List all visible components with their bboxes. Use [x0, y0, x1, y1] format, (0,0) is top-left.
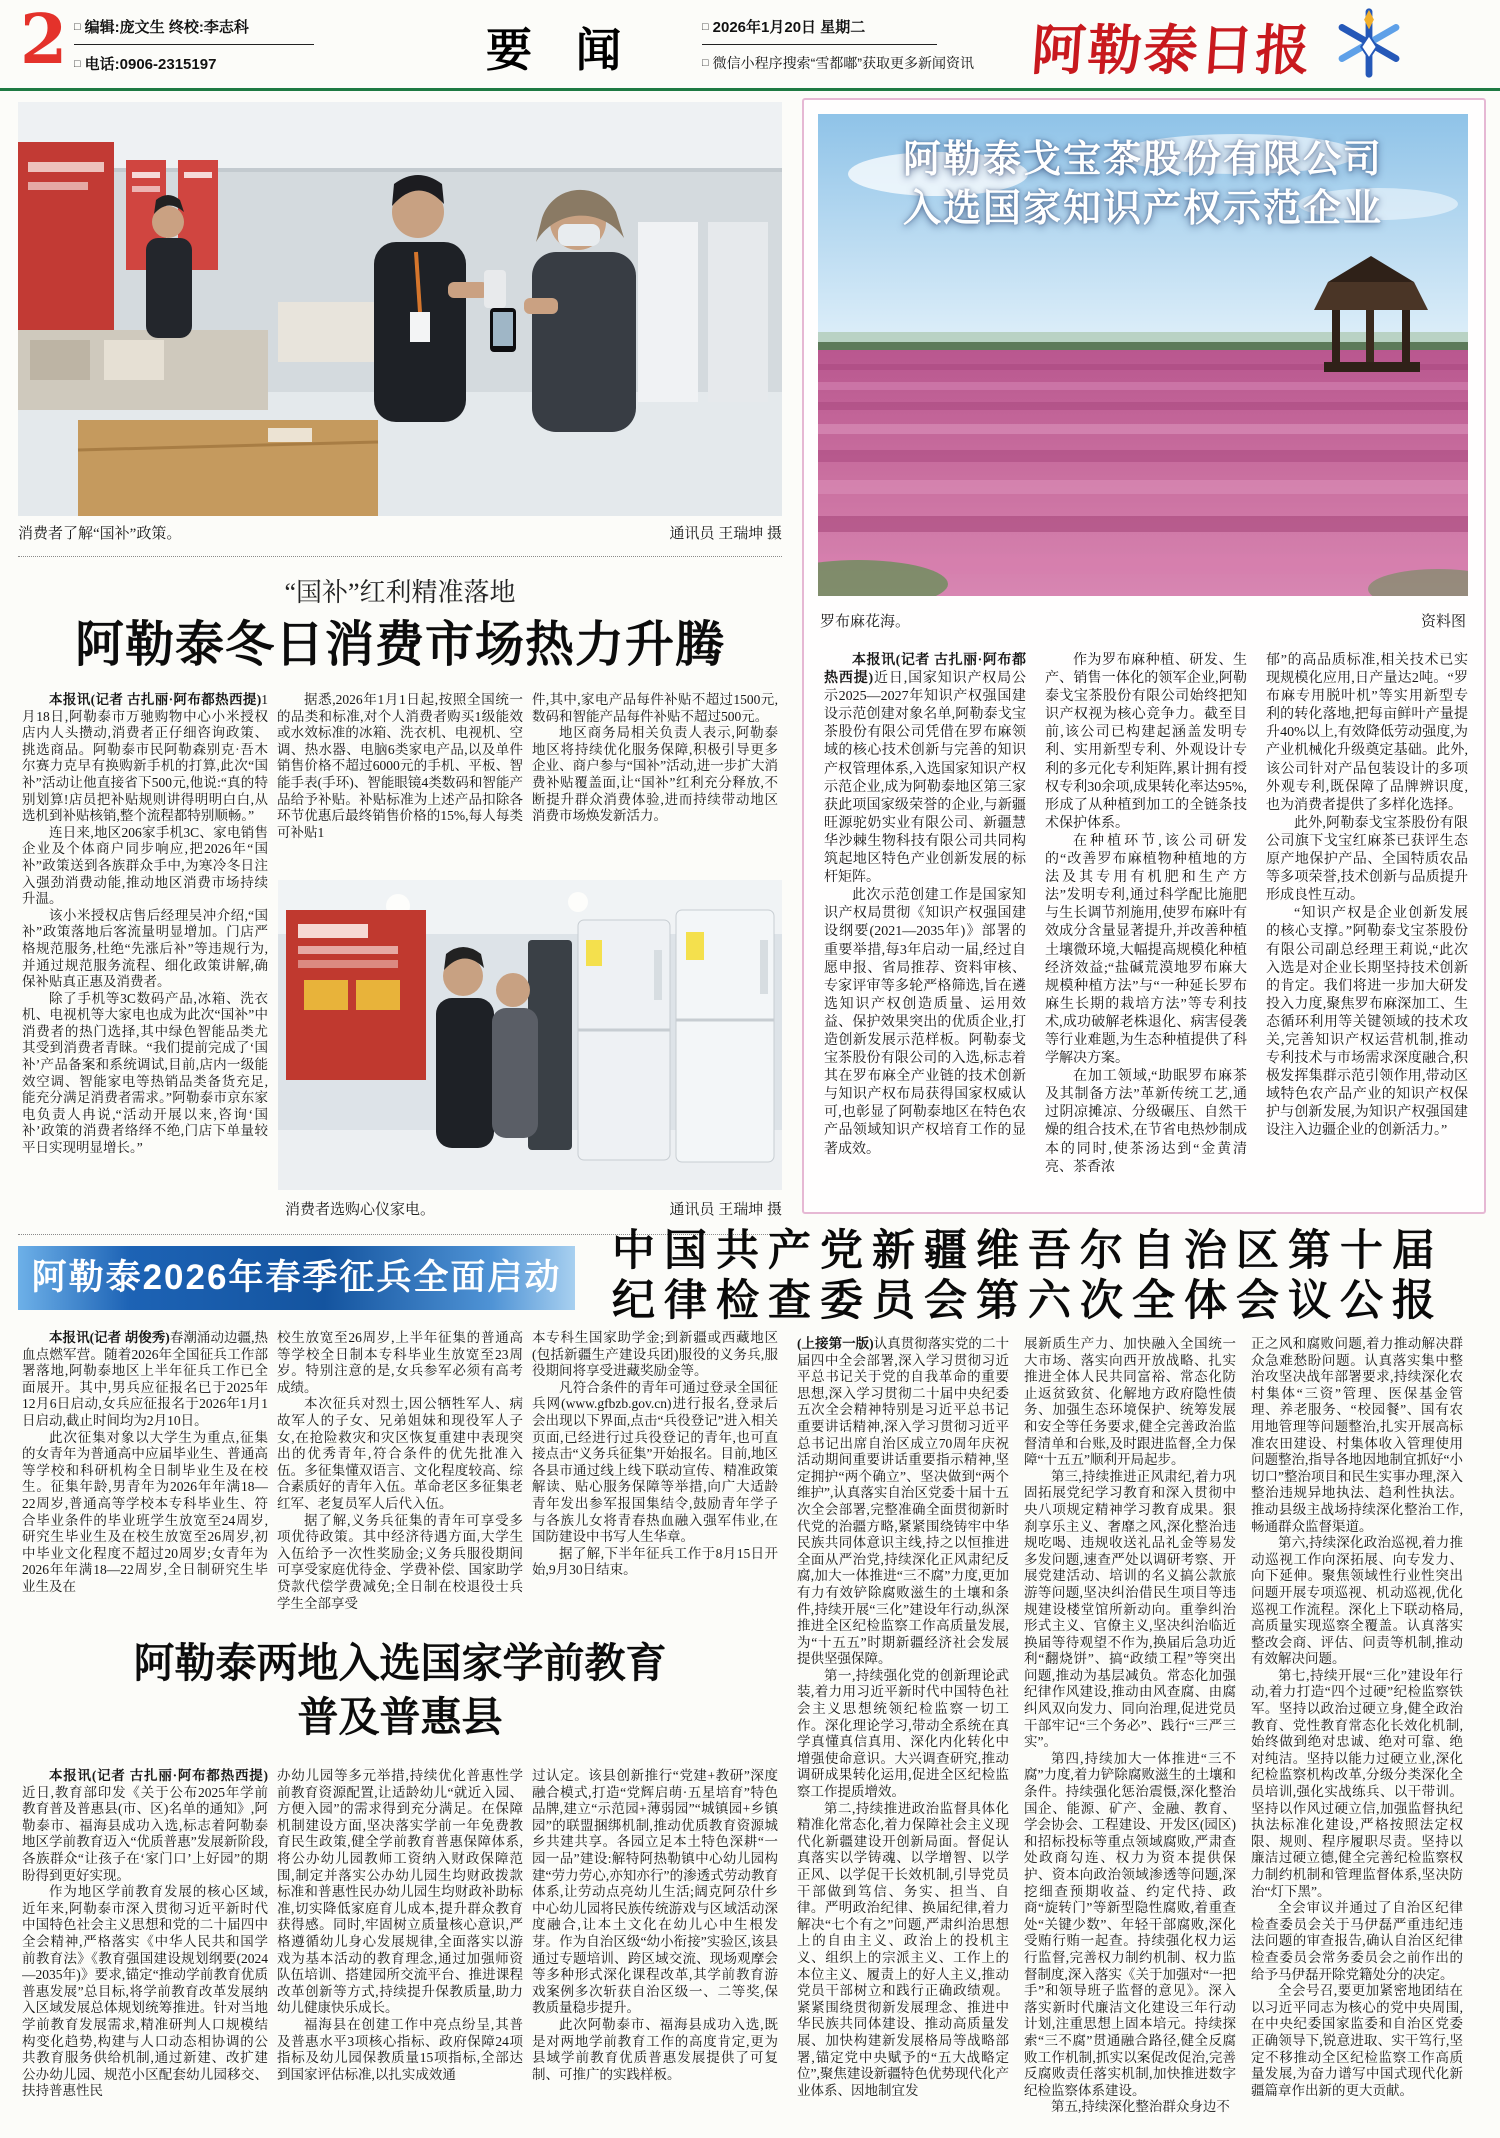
consumption-col3: 件,其中,家电产品每件补贴不超过1500元,数码和智能产品每件补贴不超过500元。 地区商务局相关负责人表示,阿勒泰地区将持续优化服务保障,积极引导更多企业、商户参与“国补”活动,进一步扩大消费补贴覆盖面,让“国补”红利充分释放,不断提升群众消费体验,进而持续带动地区消费市场焕发新活力。	[532, 692, 778, 824]
consumption-col1: 本报讯(记者 古扎丽·阿布都热西提)1月18日,阿勒泰市万驰购物中心小米授权店内人头攒动,消费者正仔细咨询政策、挑选商品。阿勒泰市民阿勒森别克·吾木尔赛力克早有换购新手机的打算,此次“国补”活动让他直接省下500元,他说:“真的特别划算!店员把补贴规则讲得明明白白,从选机到补贴核销,整个流程都特别顺畅。” 连日来,地区206家手机3C、家电销售企业及个体商户同步响应,把2026年“国补”政策送到各族群众手中,为寒冷冬日注入强劲消费动能,推动地区消费市场持续升温。 该小米授权店售后经理吴冲介绍,“国补”政策落地后客流量明显增加。门店严格规范服务,杜绝“先涨后补”等违规行为,并通过规范服务流程、细化政策讲解,确保补贴真正惠及消费者。 除了手机等3C数码产品,冰箱、洗衣机、电视机等大家电也成为此次“国补”中消费者的热门选择,其中绿色智能品类尤其受到消费者青睐。“我们提前完成了‘国补’产品备案和系统调试,目前,店内一级能效空调、智能家电等热销品类备货充足,能充分满足消费者需求。”阿勒泰市京东家电负责人冉说,“活动开展以来,咨询‘国补’政策的消费者络绎不绝,门店下单量较平日实现明显增长。”	[22, 692, 268, 1156]
snowflake-logo-icon	[1330, 4, 1408, 82]
tea-col3: 郁”的高品质标准,相关技术已实现规模化应用,日产量达2吨。“罗布麻专用脱叶机”等实用新型专利的转化落地,把每亩鲜叶产量提升40%以上,有效降低劳动强度,为产业机械化升级奠定基础。此外,该公司针对产品包装设计的多项外观专利,既保障了品牌辨识度,也为消费者提供了多样化选择。 此外,阿勒泰戈宝茶股份有限公司旗下戈宝红麻茶已获评生态原产地保护产品、全国特质农品等多项荣誉,技术创新与品质提升形成良性互动。 “知识产权是企业创新发展的核心支撑。”阿勒泰戈宝茶股份有限公司副总经理王莉说,“此次入选是对企业长期坚持技术创新的肯定。我们将进一步加大研发投入力度,聚焦罗布麻深加工、生态循环利用等关键领域的技术攻关,完善知识产权运营机制,推动专利技术与市场需求深度融合,积极发挥集群示范引领作用,带动区域特色农产品产业的知识产权保护与创新发展,为知识产权强国建设注入边疆企业的创新活力。”	[1266, 653, 1468, 1139]
conscription-col3: 本专科生国家助学金;到新疆或西藏地区(包括新疆生产建设兵团)服役的义务兵,服役期间将享受进藏奖励金等。 凡符合条件的青年可通过登录全国征兵网(www.gfbzb.gov.cn)进行报名,登录后会出现以下界面,点击“兵役登记”进入相关页面,已经进行过兵役登记的青年,也可直接点击“义务兵征集”开始报名。目前,地区各县市通过线上线下联动宣传、精准政策解读、贴心服务保障等举措,向广大适龄青年发出参军报国集结令,鼓励青年学子与各族儿女将青春热血融入强军伟业,在国防建设中书写人生华章。 据了解,下半年征兵工作于8月15日开始,9月30日结束。	[532, 1330, 778, 1578]
consumption-col2: 据悉,2026年1月1日起,按照全国统一的品类和标准,对个人消费者购买1级能效或水效标准的冰箱、洗衣机、电视机、空调、热水器、电脑6类家电产品,以及单件销售价格不超过6000元的手机、平板、智能手表(手环)、智能眼镜4类数码和智能产品给予补贴。补贴标准为上述产品扣除各环节优惠后最终销售价格的15%,每人每类可补贴1	[277, 692, 523, 840]
tea-headline-line1: 阿勒泰戈宝茶股份有限公司	[902, 139, 1383, 181]
photo1-caption: 消费者了解“国补”政策。	[18, 526, 182, 542]
editor-line: 编辑:庞文生 终校:李志科	[84, 19, 249, 36]
conscription-col2: 校生放宽至26周岁,上半年征集的普通高等学校全日制本专科毕业生放宽至23周岁。特别注意的是,女兵参军必须有高考成绩。 本次征兵对烈士,因公牺牲军人、病故军人的子女、兄弟姐妹和现役军人子女,在抢险救灾和灾区恢复重建中表现突出的优秀青年,符合条件的优先批准入伍。多征集懂双语言、文化程度较高、综合素质好的青年入伍。革命老区多征集老红军、老复员军人后代入伍。 据了解,义务兵征集的青年可享受多项优待政策。其中经济待遇方面,大学生入伍给予一次性奖励金;义务兵服役期间可享受家庭优待金、学费补偿、国家助学贷款代偿学费减免;全日制在校退役士兵学生全部享受	[277, 1330, 523, 1611]
wechat-line: 微信小程序搜索“雪都嘟”获取更多新闻资讯	[712, 55, 974, 71]
header-rule	[0, 88, 1500, 91]
square-icon: □	[702, 21, 709, 33]
education-col2: 办幼儿园等多元举措,持续优化普惠性学前教育资源配置,让适龄幼儿“就近入园、方便入园”的需求得到充分满足。在保障机制建设方面,坚决落实学前一年免费教育民生政策,健全学前教育普惠保障体系,将公办幼儿园教师工资纳入财政保障范围,制定并落实公办幼儿园生均财政拨款标准和普惠性民办幼儿园生均财政补助标准,切实降低家庭育儿成本,提升群众教育获得感。同时,牢固树立质量核心意识,严格遵循幼儿身心发展规律,全面落实以游戏为基本活动的教育理念,通过加强师资队伍培训、搭建园所交流平台、推进课程改革创新等方式,持续提升保教质量,助力幼儿健康快乐成长。 福海县在创建工作中亮点纷呈,其普及普惠水平3项核心指标、政府保障24项指标及幼儿园保教质量15项指标,全部达到国家评估标准,以扎实成效通	[277, 1768, 523, 2082]
tea-col1: 本报讯(记者 古扎丽·阿布都热西提)近日,国家知识产权局公示2025—2027年知识产权强国建设示范创建对象名单,阿勒泰戈宝茶股份有限公司凭借在罗布麻领域的核心技术创新与完善的知识产权管理体系,入选国家知识产权示范企业,成为阿勒泰地区第三家获此项国家级荣誉的企业,与新疆旺源驼奶实业有限公司、新疆慧华沙棘生物科技有限公司共同构筑起地区特色产业创新发展的标杆矩阵。 此次示范创建工作是国家知识产权局贯彻《知识产权强国建设纲要(2021—2035年)》部署的重要举措,每3年启动一届,经过自愿申报、省局推荐、资料审核、专家评审等多轮严格筛选,旨在遴选知识产权创造质量、运用效益、保护效果突出的优质企业,打造创新发展示范样板。阿勒泰戈宝茶股份有限公司的入选,标志着其在罗布麻全产业链的技术创新与知识产权布局获得国家权威认可,也彰显了阿勒泰地区在特色农产品领域知识产权培育工作的显著成效。	[824, 653, 1026, 1157]
tea-photo-caption-row	[820, 610, 1466, 631]
section-title: 要 闻	[486, 25, 638, 76]
consumption-kicker: “国补”红利精准落地	[284, 578, 516, 607]
plenary-headline-line2: 纪律检查委员会第六次全体会议公报	[612, 1277, 1444, 1325]
tea-photo-caption: 罗布麻花海。	[820, 614, 911, 630]
divider	[74, 44, 314, 45]
plenary-col1: (上接第一版)认真贯彻落实党的二十届四中全会部署,深入学习贯彻习近平总书记关于党的自我革命的重要思想,深入学习贯彻二十届中央纪委五次全会精神特别是习近平总书记重要讲话精神,深入学习贯彻习近平总书记出席自治区成立70周年庆祝活动期间重要讲话重要指示精神,坚定拥护“两个确立”、坚决做到“两个维护”,认真落实自治区党委十届十五次全会部署,完整准确全面贯彻新时代党的治疆方略,紧紧围绕铸牢中华民族共同体意识主线,持之以恒推进全面从严治党,持续深化正风肃纪反腐,加大一体推进“三不腐”力度,更加有力有效铲除腐败滋生的土壤和条件,持续开展“三化”建设年行动,纵深推进全区纪检监察工作高质量发展,为“十五五”时期新疆经济社会发展提供坚强保障。 第一,持续强化党的创新理论武装,着力用习近平新时代中国特色社会主义思想统领纪检监察一切工作。深化理论学习,带动全系统在真学真懂真信真用、深化内化转化中增强使命意识。大兴调查研究,推动调研成果转化运用,促进全区纪检监察工作提质增效。 第二,持续推进政治监督具体化精准化常态化,着力保障社会主义现代化新疆建设开创新局面。督促认真落实以学铸魂、以学增智、以学正风、以学促干长效机制,引导党员干部做到笃信、务实、担当、自律。严明政治纪律、换届纪律,着力解决“七个有之”问题,严肃纠治思想上的自由主义、政治上的投机主义、组织上的宗派主义、工作上的本位主义、履责上的好人主义,推动党员干部树立和践行正确政绩观。紧紧围绕贯彻新发展理念、推进中华民族共同体建设、推动高质量发展、加快构建新发展格局等战略部署,锚定党中央赋予的“五大战略定位”,聚焦建设新疆特色优势现代化产业体系、因地制宜发	[797, 1336, 1009, 2098]
conscription-banner: 阿勒泰2026年春季征兵全面启动	[18, 1246, 575, 1310]
photo1-credit: 通讯员 王瑞坤 摄	[669, 526, 782, 542]
education-headline-line2: 普及普惠县	[297, 1694, 503, 1740]
page-number: 2	[20, 0, 68, 80]
photo1-caption-row	[18, 522, 782, 543]
tea-photo-credit: 资料图	[1420, 614, 1466, 630]
divider	[702, 44, 937, 45]
plenary-col3: 正之风和腐败问题,着力推动解决群众急难愁盼问题。认真落实集中整治攻坚决战年部署要求,持续深化农村集体“三资”管理、医保基金管理、养老服务、“校园餐”、国有农用地管理等问题整治,扎实开展高标准农田建设、村集体收入管理使用问题整治,指导各地因地制宜抓好“小切口”整治项目和民生实事办理,深入整治违规异地执法、趋利性执法。推动县级主战场持续深化整治工作,畅通群众监督渠道。 第六,持续深化政治巡视,着力推动巡视工作向深拓展、向专发力、向下延伸。聚焦领域性行业性突出问题开展专项巡视、机动巡视,优化巡视工作流程。深化上下联动格局,高质量实现巡察全覆盖。认真落实整改会商、评估、问责等机制,推动有效解决问题。 第七,持续开展“三化”建设年行动,着力打造“四个过硬”纪检监察铁军。坚持以政治过硬立身,健全政治教育、党性教育常态化长效化机制,始终做到绝对忠诚、绝对可靠、绝对纯洁。坚持以能力过硬立业,深化纪检监察机构改革,分级分类深化全员培训,强化实战练兵、以干带训。坚持以作风过硬立信,加强监督执纪执法标准化建设,严格按照法定权限、规则、程序履职尽责。坚持以廉洁过硬立德,健全完善纪检监察权力制约机制和管理监督体系,坚决防治“灯下黑”。 全会审议并通过了自治区纪律检查委员会关于马伊磊严重违纪违法问题的审查报告,确认自治区纪律检查委员会常务委员会之前作出的给予马伊磊开除党籍处分的决定。 全会号召,要更加紧密地团结在以习近平同志为核心的党中央周围,在中央纪委国家监委和自治区党委正确领导下,锐意进取、实干笃行,坚定不移推动全区纪检监察工作高质量发展,为奋力谱写中国式现代化新疆篇章作出新的更大贡献。	[1251, 1336, 1463, 2098]
tea-article-box	[802, 98, 1486, 1214]
square-icon: □	[74, 58, 81, 70]
byline: 本报讯(记者 胡俊秀)	[49, 1330, 170, 1345]
plenary-col2: 展新质生产力、加快融入全国统一大市场、落实向西开放战略、扎实推进全体人民共同富裕、常态化防止返贫致贫、化解地方政府隐性债务、加强生态环境保护、统筹发展和安全等任务要求,健全完善政治监督清单和台账,及时跟进监督,全力保障“十五五”顺利开局起步。 第三,持续推进正风肃纪,着力巩固拓展党纪学习教育和深入贯彻中央八项规定精神学习教育成果。狠刹享乐主义、奢靡之风,深化整治违规吃喝、违规收送礼品礼金等易发多发问题,速查严处以调研考察、开展党建活动、培训的名义搞公款旅游等问题,坚决纠治借民生项目等违规建设楼堂馆所新动向。重拳纠治形式主义、官僚主义,坚决纠治临近换届等待观望不作为,换届后急功近利“翻烧饼”、搞“政绩工程”等突出问题,推动为基层减负。常态化加强纪律作风建设,推动由风查腐、由腐纠风双向发力、同向治理,促进党员干部牢记“三个务必”、践行“三严三实”。 第四,持续加大一体推进“三不腐”力度,着力铲除腐败滋生的土壤和条件。持续强化惩治震慑,深化整治国企、能源、矿产、金融、教育、学会协会、工程建设、开发区(园区)和招标投标等重点领域腐败,严肃查处政商勾连、权力为资本提供保护、资本向政治领域渗透等问题,深挖细查预期收益、约定代持、政商“旋转门”等新型隐性腐败,着重查处“关键少数”、年轻干部腐败,深化受贿行贿一起查。持续强化权力运行监督,完善权力制约机制、权力监督制度,深入落实《关于加强对“一把手”和领导班子监督的意见》。深入落实新时代廉洁文化建设三年行动计划,注重思想上固本培元。持续探索“三不腐”贯通融合路径,健全反腐败工作机制,抓实以案促改促治,完善反腐败责任落实机制,加快推进数字纪检监察体系建设。 第五,持续深化整治群众身边不	[1024, 1336, 1236, 2115]
editor-block	[74, 16, 314, 74]
date-block	[702, 16, 1032, 73]
store-photo	[18, 102, 782, 516]
consumption-headline: 阿勒泰冬日消费市场热力升腾	[74, 617, 725, 672]
byline: 本报讯(记者 古扎丽·阿布都热西提)	[49, 692, 262, 707]
tea-col2: 作为罗布麻种植、研发、生产、销售一体化的领军企业,阿勒泰戈宝茶股份有限公司始终把知识产权视为核心竞争力。截至目前,该公司已构建起涵盖发明专利、实用新型专利、外观设计专利的多元化专利矩阵,累计拥有授权专利30余项,成果转化率达95%,形成了从种植到加工的全链条技术保护体系。 在种植环节,该公司研发的“改善罗布麻植物种植地的方法及其专用有机肥和生产方法”发明专利,通过科学配比施肥与生长调节剂施用,使罗布麻叶有效成分含量显著提升,并改善种植土壤微环境,大幅提高规模化种植经济效益;“盐碱荒漠地罗布麻大规模种植方法”与“一种延长罗布麻生长期的栽培方法”等专利技术,成功破解老株退化、病害侵袭等行业难题,为生态种植提供了科学解决方案。 在加工领域,“助眠罗布麻茶及其制备方法”革新传统工艺,通过阴凉摊凉、分级碾压、自然干燥的组合技术,在节省电热炒制成本的同时,使茶汤达到“金黄清亮、茶香浓	[1045, 653, 1247, 1175]
byline: 本报讯(记者 古扎丽·阿布都热西提)	[49, 1768, 268, 1783]
photo2-credit: 通讯员 王瑞坤 摄	[669, 1202, 782, 1218]
continued-note: (上接第一版)	[797, 1336, 874, 1351]
square-icon: □	[74, 21, 81, 33]
education-headline-line1: 阿勒泰两地入选国家学前教育	[133, 1640, 667, 1686]
phone-line: 电话:0906-2315197	[84, 56, 217, 73]
dotted-rule	[18, 556, 782, 557]
photo2-caption: 消费者选购心仪家电。	[285, 1202, 436, 1218]
tea-headline	[818, 136, 1468, 235]
photo2-caption-row	[285, 1198, 782, 1219]
tea-headline-line2: 入选国家知识产权示范企业	[902, 188, 1383, 231]
education-col1: 本报讯(记者 古扎丽·阿布都热西提)近日,教育部印发《关于公布2025年学前教育普及普惠县(市、区)名单的通知》,阿勒泰市、福海县成功入选,标志着阿勒泰地区学前教育迈入“优质普惠”发展新阶段,各族群众“让孩子在‘家门口’上好园”的期盼得到更好实现。 作为地区学前教育发展的核心区域,近年来,阿勒泰市深入贯彻习近平新时代中国特色社会主义思想和党的二十届四中全会精神,严格落实《中华人民共和国学前教育法》《教育强国建设规划纲要(2024—2035年)》要求,锚定“推动学前教育优质普惠发展”总目标,将学前教育改革发展纳入区域发展总体规划统筹推进。针对当地学前教育发展需求,精准研判人口规模结构变化趋势,构建与人口动态相协调的公共教育服务供给机制,通过新建、改扩建公办幼儿园、规范小区配套幼儿园移交、扶持普惠性民	[22, 1768, 268, 2099]
square-icon: □	[702, 57, 709, 69]
flower-field-photo	[818, 114, 1468, 596]
date-line: 2026年1月20日 星期二	[712, 19, 866, 36]
conscription-col1: 本报讯(记者 胡俊秀)春潮涌动边疆,热血点燃军营。随着2026年全国征兵工作部署落地,阿勒泰地区上半年征兵工作已全面展开。其中,男兵应征报名已于2025年12月6日启动,女兵应征报名于2026年1月1日启动,截止时间均为2月10日。 此次征集对象以大学生为重点,征集的女青年为普通高中应届毕业生、普通高等学校和科研机构全日制毕业生及在校生。征集年龄,男青年为2026年年满18—22周岁,普通高等学校本专科毕业生、符合毕业条件的毕业班学生放宽至24周岁,研究生毕业生及在校生放宽至26周岁,初中毕业文化程度不超过20周岁;女青年为2026年年满18—22周岁,全日制研究生毕业生及在	[22, 1330, 268, 1594]
plenary-headline-line1: 中国共产党新疆维吾尔自治区第十届	[612, 1227, 1444, 1275]
masthead: 阿勒泰日报	[1029, 21, 1314, 81]
appliance-photo	[278, 880, 782, 1190]
byline: 本报讯(记者 古扎丽·阿布都热西提)	[824, 653, 1026, 687]
education-col3: 过认定。该县创新推行“党建+教研”深度融合模式,打造“党辉启萌·五星培育”特色品牌,建立“示范园+薄弱园”“城镇园+乡镇园”的联盟捆绑机制,推动优质教育资源城乡共建共享。各园立足本土特色深耕“一园一品”建设:解特阿热勒镇中心幼儿园构建“劳力劳心,亦知亦行”的渗透式劳动教育体系,让劳动点亮幼儿生活;阔克阿尕什乡中心幼儿园将民族传统游戏与区域活动深度融合,让本土文化在幼儿心中生根发芽。作为自治区级“幼小衔接”实验区,该县通过专题培训、跨区域交流、现场观摩会等多种形式深化课程改革,其学前教育游戏案例多次斩获自治区级一、二等奖,保教质量稳步提升。 此次阿勒泰市、福海县成功入选,既是对两地学前教育工作的高度肯定,更为县域学前教育优质普惠发展提供了可复制、可推广的实践样板。	[532, 1768, 778, 2082]
